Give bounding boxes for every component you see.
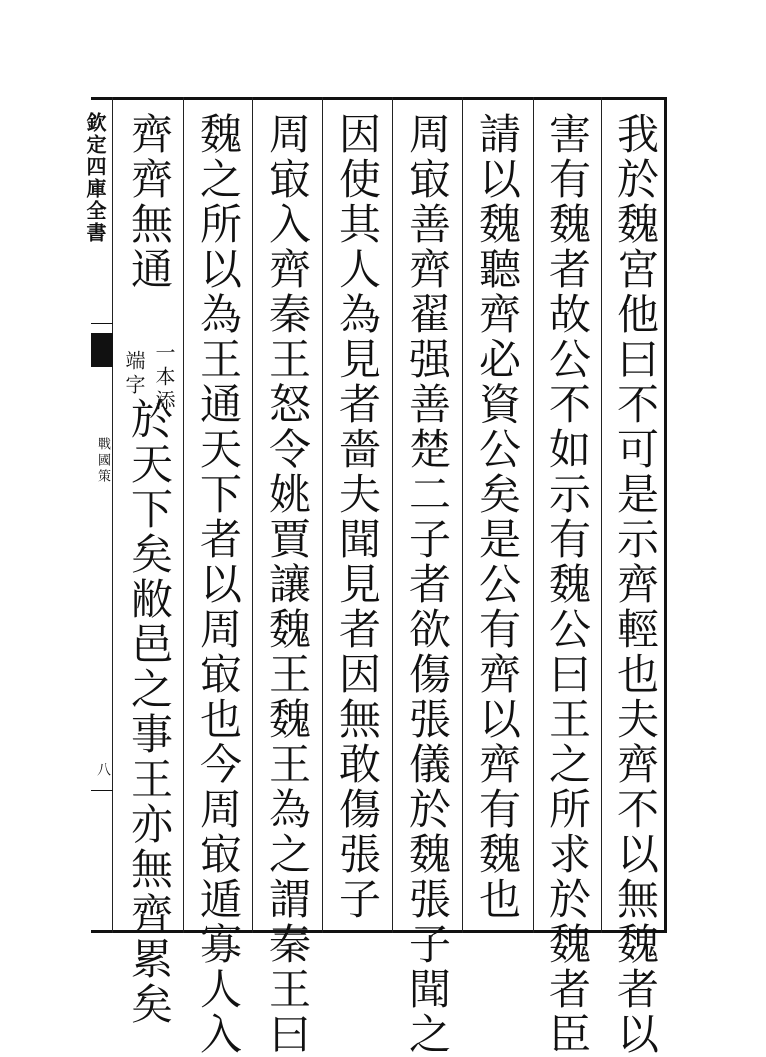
column-rule — [183, 97, 184, 933]
page-number: 八 — [95, 762, 111, 776]
text-column-3: 請以魏聽齊必資公矣是公有齊以齊有魏也 — [473, 112, 522, 922]
gutter-divider-top — [91, 323, 113, 324]
column-rule — [392, 97, 393, 933]
text-column-1: 我於魏宮他曰不可是示齊輕也夫齊不以無魏者以 — [611, 112, 660, 1057]
column-8-rest: 於天下矣敝邑之事王亦無齊累矣 — [125, 397, 174, 1027]
book-title: 戰國策 — [95, 437, 110, 485]
text-column-7: 魏之所以為王通天下者以周㝡也今周㝡遁寡人入 — [194, 112, 243, 1057]
text-column-6: 周㝡入齊秦王怒令姚賈讓魏王魏王為之謂秦王曰 — [263, 112, 312, 1057]
text-column-5: 因使其人為見者嗇夫聞見者因無敢傷張子 — [333, 112, 382, 922]
text-column-8 — [119, 112, 179, 1027]
column-rule — [462, 97, 463, 933]
gutter-black-bar — [91, 333, 113, 367]
column-rule — [533, 97, 534, 933]
column-8-head: 齊齊無通 — [125, 112, 174, 292]
text-column-2: 害有魏者故公不如示有魏公曰王之所求於魏者臣 — [543, 112, 592, 1057]
note-left: 端字 — [122, 350, 146, 398]
column-rule — [322, 97, 323, 933]
series-title: 欽定四庫全書 — [83, 112, 107, 244]
gutter-divider-bottom — [91, 790, 113, 791]
column-rule — [601, 97, 602, 933]
column-rule — [252, 97, 253, 933]
note-right: 一本添 — [152, 342, 176, 414]
text-column-4: 周㝡善齊翟强善楚二子者欲傷張儀於魏張子聞之 — [403, 112, 452, 1057]
